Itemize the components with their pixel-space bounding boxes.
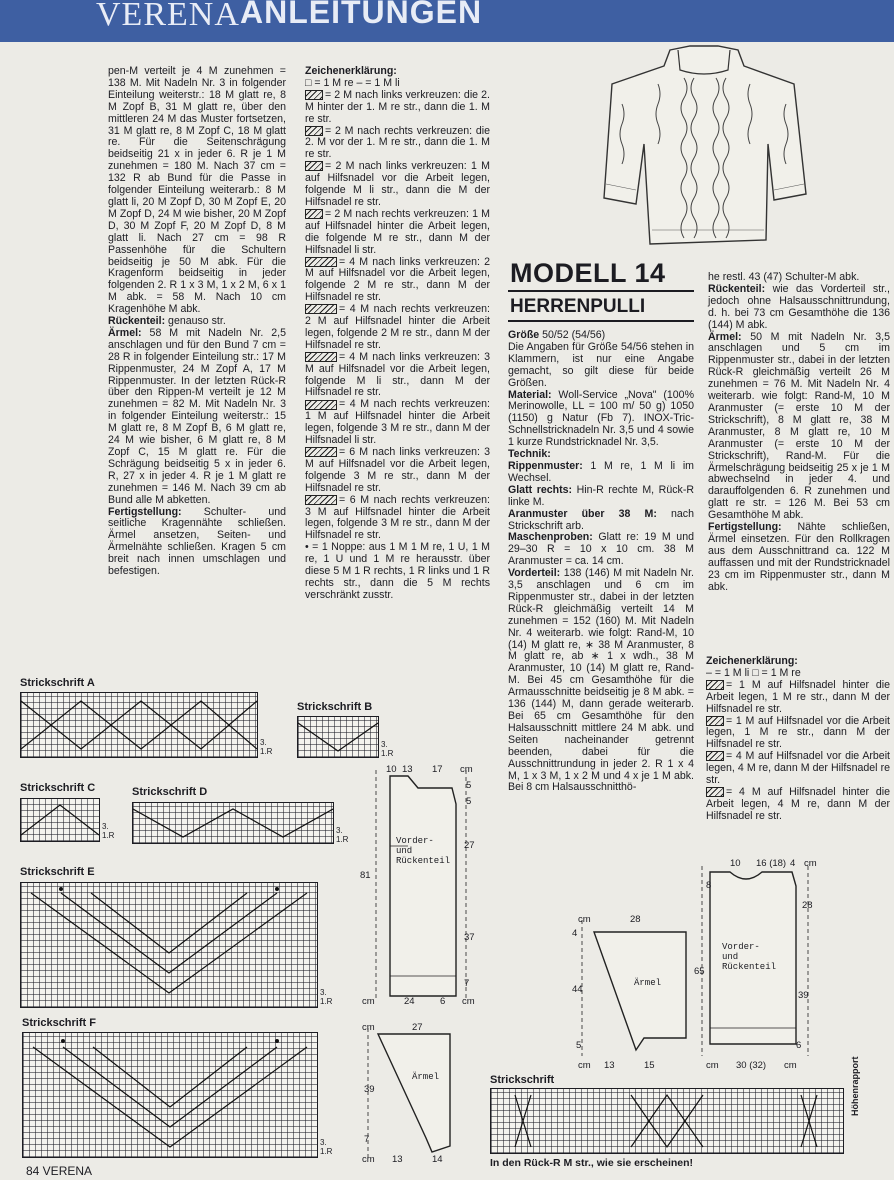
sk4-dim-5: 28 bbox=[802, 900, 813, 911]
col3-heading: Größe bbox=[508, 329, 543, 341]
chart-g-footer: In den Rück-R M str., wie sie erscheinen! bbox=[490, 1157, 694, 1169]
chart-e-row-label: 3. 1.R bbox=[320, 988, 333, 1006]
title-rule bbox=[508, 290, 694, 292]
col3-paragraph bbox=[508, 342, 694, 390]
legend2-entry bbox=[706, 751, 890, 787]
legend-entry-text: = 4 M nach links verkreuzen: 2 M auf Hilfsnadel vor die Arbeit legen, folgende 2 M re str., dann M der Hilfsnadel re str. bbox=[305, 255, 490, 304]
sk4-dim-0: 10 bbox=[730, 858, 741, 869]
sk3-dim-0: cm bbox=[578, 914, 591, 925]
stitch-symbol-icon bbox=[305, 304, 337, 314]
sk2-dim-0: cm bbox=[362, 1022, 375, 1033]
legend-entry-text: = 6 M nach rechts verkreuzen: 3 M auf Hilfsnadel hinter die Arbeit legen, folgende 3 M re str., dann M der Hilfsnadel re str. bbox=[305, 493, 490, 542]
sk1-dim-0: 10 bbox=[386, 764, 397, 775]
col3-paragraph bbox=[508, 390, 694, 450]
legend-entry-text: = 2 M nach rechts verkreuzen: die 2. M vor der 1. M re str., dann die 1. M re str. bbox=[305, 124, 490, 161]
sk1-dim-4: 5 bbox=[466, 780, 472, 791]
stitch-symbol-icon bbox=[305, 90, 323, 100]
col1-text: genauso str. bbox=[168, 315, 226, 328]
subtitle-rule bbox=[508, 320, 694, 322]
stitch-symbol-icon bbox=[305, 257, 337, 267]
col3-text: 138 (146) M mit Nadeln Nr. 3,5 anschlagen und 6 cm im Rippenmuster str., dabei in der letzten Rück-R gleichmäßig verteilt 14 M zunehmen = 152 (160) M. Mit Nadeln Nr. 4 weiterarb. wie folgt: Rand-M, 10 (14) M glatt re, ∗ 38 M Aranmuster, 8 M glatt re, ab ∗ 1 x wdh., 38 M Aranmuster, 10 (14) M glatt re, Rand-M. Bei 45 cm Gesamthöhe für die Armausschnitte beidseitig je 8 M abk. = 136 (144) M, dann gerade weiterarb. Bei 65 cm Gesamthöhe für den Halsausschnitt mittlere 24 M abk. und Seiten nacheinander getrennt beenden, dabei für die Ausschnittrundung in jeder 2. R 1 x 4 M, 1 x 3 M, 1 x 2 M und 4 x je 1 M abk. Bei 8 cm Halsausschnitthö- bbox=[508, 567, 694, 794]
brand-name: VERENA bbox=[96, 0, 240, 33]
col3-heading: Maschenproben: bbox=[508, 531, 599, 544]
legend2-entry bbox=[706, 787, 890, 823]
chart-c-row-label: 3. 1.R bbox=[102, 822, 115, 840]
sk3-dim-7: 15 bbox=[644, 1060, 655, 1071]
stitch-symbol-icon bbox=[706, 751, 724, 761]
chart-b bbox=[297, 716, 379, 758]
col4-text: Nähte schließen, Ärmel einsetzen. Für den Rollkragen aus dem Ausschnittrand ca. 122 M auffassen und mit der Rundstricknadel 23 cm im Rippenmuster str., dann M abk. bbox=[708, 521, 891, 593]
sk1-dim-5: 5 bbox=[466, 796, 472, 807]
sk1-dim-8: 37 bbox=[464, 932, 475, 943]
legend-entry bbox=[305, 542, 490, 602]
legend-entry-text: = 2 M nach links verkreuzen: 1 M auf Hilfsnadel vor die Arbeit legen, folgende M li str., dann die M der Hilfsnadel re str. bbox=[305, 160, 490, 208]
legend-entry bbox=[305, 352, 490, 400]
schematic-sleeve-1 bbox=[360, 1020, 466, 1162]
col3-paragraph bbox=[508, 568, 694, 794]
chart-d bbox=[132, 802, 334, 844]
stitch-symbol-icon bbox=[305, 352, 337, 362]
chart-d-row-label: 3. 1.R bbox=[336, 826, 349, 844]
stitch-symbol-icon bbox=[706, 716, 724, 726]
sk2-dim-6: 14 bbox=[432, 1154, 443, 1165]
chart-g bbox=[490, 1088, 844, 1154]
legend-column-2 bbox=[706, 656, 890, 823]
col4-paragraph bbox=[708, 284, 890, 332]
legend-entry bbox=[305, 161, 490, 209]
legend-entry bbox=[305, 447, 490, 495]
sk3-label: Ärmel bbox=[634, 978, 662, 988]
chart-e-label: Strickschrift E bbox=[20, 866, 95, 878]
stitch-symbol-icon bbox=[706, 680, 724, 690]
legend-entry-text: = 4 M nach rechts verkreuzen: 2 M auf Hilfsnadel hinter die Arbeit legen, folgende 2 M re str., dann M der Hilfsnadel re str. bbox=[305, 303, 490, 351]
sk2-dim-4: cm bbox=[362, 1154, 375, 1165]
col1-heading: Rückenteil: bbox=[108, 315, 169, 328]
stitch-symbol-icon bbox=[305, 126, 323, 136]
col3-text: Woll-Service „Nova" (100% Merinowolle, LL = 100 m/ 50 g) 1050 (1150) g Natur (Fb 7). INOX-Tric-Schnellstricknadeln Nr. 3,5 und 4 sowie 1 kurze Rundstricknadel Nr. 3,5. bbox=[508, 388, 694, 449]
sk4-dim-11: cm bbox=[784, 1060, 797, 1071]
sk2-label: Ärmel bbox=[412, 1072, 440, 1082]
sk1-dim-1: 13 bbox=[402, 764, 413, 775]
col1-text: 58 M mit Nadeln Nr. 2,5 anschlagen und für den Bund 7 cm = 28 R in folgender Einteilung str.: 17 M Rippenmuster, 24 M Zopf A, 17 M Rippenmuster. In der letzten Rück-R über den Rippen-M verteilt je 12 M zunehmen = 82 M. Mit Nadeln Nr. 3 in folgender Einteilung weiterstr.: 15 M glatt re, 8 M Zopf B, 6 M glatt re, 24 M wie bisher, 6 M glatt re, 8 M Zopf C, 15 M glatt re. Für die Schrägung beidseitig 5 x in jeder 6. R, 27 x in jeder 4. R je 1 M glatt re zunehmen = 146 M. Nach 39 cm ab Bund alle M abketten. bbox=[108, 326, 287, 506]
col4-paragraph bbox=[708, 522, 890, 593]
col1-paragraph bbox=[108, 66, 286, 316]
col1-text: Schulter- und seitliche Kragennähte schließen. Ärmel ansetzen, Seiten- und Ärmelnähte schließen. Kragen 5 cm breit nach innen umschlagen und befestigen. bbox=[108, 505, 286, 578]
col3-heading: Aranmuster über 38 M: bbox=[508, 507, 672, 520]
col1-paragraph bbox=[108, 507, 286, 578]
col3-text: 50/52 (54/56) bbox=[542, 329, 606, 341]
sk1-dim-13: cm bbox=[462, 996, 475, 1007]
model-title: MODELL 14 bbox=[510, 258, 666, 288]
model-subtitle: HERRENPULLI bbox=[510, 296, 646, 317]
sweater-illustration bbox=[598, 44, 810, 254]
sk2-dim-2: 39 bbox=[364, 1084, 375, 1095]
sk4-dim-1: 16 (18) bbox=[756, 858, 787, 869]
col1-heading: Fertigstellung: bbox=[108, 505, 204, 518]
sk3-dim-3: 44 bbox=[572, 984, 583, 995]
sk1-dim-2: 17 bbox=[432, 764, 443, 775]
stitch-symbol-icon bbox=[305, 209, 323, 219]
stitch-symbol-icon bbox=[305, 400, 337, 410]
legend2-entry bbox=[706, 716, 890, 752]
col4-text: wie das Vorderteil str., jedoch ohne Halsausschnittrundung, d. h. bei 73 cm Gesamthöhe die 136 (144) M abk. bbox=[708, 282, 890, 331]
sk3-dim-6: 13 bbox=[604, 1060, 615, 1071]
chart-e bbox=[20, 882, 318, 1008]
sk1-dim-10: cm bbox=[362, 996, 375, 1007]
col4-heading: Rückenteil: bbox=[708, 282, 773, 295]
sk2-dim-5: 13 bbox=[392, 1154, 403, 1165]
sk3-dim-2: 4 bbox=[572, 928, 578, 939]
sk1-dim-6: 27 bbox=[464, 840, 475, 851]
col3-paragraph bbox=[508, 509, 694, 533]
sk4-dim-7: 39 bbox=[798, 990, 809, 1001]
chart-c-label: Strickschrift C bbox=[20, 782, 96, 794]
sk1-dim-7: 81 bbox=[360, 870, 371, 881]
legend2-entry-text: – = 1 M li □ = 1 M re bbox=[706, 666, 801, 679]
sk4-dim-8: 6 bbox=[796, 1040, 802, 1051]
text-column-4 bbox=[708, 272, 890, 593]
chart-a-row-label: 3. 1.R bbox=[260, 738, 273, 756]
col4-paragraph bbox=[708, 332, 890, 523]
hoehenrapport-label: Höhenrapport bbox=[850, 1056, 860, 1116]
stitch-symbol-icon bbox=[305, 447, 337, 457]
col1-paragraph bbox=[108, 328, 286, 507]
legend-column bbox=[305, 66, 490, 602]
stitch-symbol-icon bbox=[706, 787, 724, 797]
sk2-dim-3: 7 bbox=[364, 1134, 370, 1145]
chart-g-label: Strickschrift bbox=[490, 1074, 555, 1086]
legend2-entry-text: = 1 M auf Hilfsnadel hinter die Arbeit legen, 1 M re str., dann M der Hilfsnadel re str. bbox=[706, 678, 890, 715]
legend2-entry-text: = 4 M auf Hilfsnadel vor die Arbeit legen, 4 M re, dann M der Hilfsnadel re str. bbox=[706, 750, 890, 787]
col3-text: nach Strickschrift arb. bbox=[508, 507, 694, 532]
col3-heading: Glatt rechts: bbox=[508, 483, 577, 496]
sk3-dim-1: 28 bbox=[630, 914, 641, 925]
sk1-label: Vorder- und Rückenteil bbox=[396, 836, 451, 866]
section-title: ANLEITUNGEN bbox=[240, 0, 483, 30]
sk4-dim-4: 8 bbox=[706, 880, 712, 891]
chart-b-label: Strickschrift B bbox=[297, 701, 373, 713]
page-footer: 84 VERENA bbox=[26, 1164, 93, 1178]
sk3-dim-4: 5 bbox=[576, 1040, 582, 1051]
col3-heading: Vorderteil: bbox=[508, 567, 564, 580]
text-column-1 bbox=[108, 66, 286, 578]
sk4-dim-10: 30 (32) bbox=[736, 1060, 767, 1071]
sk1-dim-11: 24 bbox=[404, 996, 415, 1007]
col3-text: Hin-R rechte M, Rück-R linke M. bbox=[508, 483, 695, 508]
sk1-dim-12: 6 bbox=[440, 996, 446, 1007]
chart-f-label: Strickschrift F bbox=[22, 1017, 96, 1029]
legend-entry bbox=[305, 90, 490, 126]
col1-heading: Ärmel: bbox=[108, 326, 150, 339]
legend-entry-text: = 2 M nach rechts verkreuzen: 1 M auf Hilfsnadel hinter die Arbeit legen, die folgende M re str., dann M der Hilfsnadel li str. bbox=[305, 207, 490, 256]
legend-entry bbox=[305, 304, 490, 352]
col3-heading: Technik: bbox=[508, 448, 551, 461]
legend-entry bbox=[305, 126, 490, 162]
col4-heading: Ärmel: bbox=[708, 330, 751, 343]
sk4-label: Vorder- und Rückenteil bbox=[722, 942, 777, 972]
chart-f bbox=[22, 1032, 318, 1158]
col1-text: pen-M verteilt je 4 M zunehmen = 138 M. Mit Nadeln Nr. 3 in folgender Einteilung weiterstr.: 18 M glatt re, 8 M Zopf B, 31 M glatt re, über den mittleren 24 M das Muster fortsetzen, 31 M glatt re, 8 M Zopf C, 18 M glatt re. Für die Seitenschrägung beidseitig 21 x in jeder 6. R je 1 M zunehmen = 180 M. Nach 37 cm = 132 R ab Bund für die Passe in folgender Einteilung weiterarb.: 8 M glatt li, 20 M Zopf D, 30 M Zopf E, 20 M Zopf D, 24 M wie bisher, 20 M Zopf D, 30 M Zopf F, 20 M Zopf D, 8 M glatt li. Nach 27 cm = 98 R Passenhöhe für die Schultern beidseitig je 50 M abk. Für die Kragenform beidseitig in jeder folgenden 2. R 1 x 3 M, 1 x 2 M, 6 x 1 M abk. = 58 M. Nach 10 cm Kragenhöhe M abk. bbox=[108, 65, 286, 316]
sk2-dim-1: 27 bbox=[412, 1022, 423, 1033]
legend-entry-text: = 4 M nach rechts verkreuzen: 1 M auf Hilfsnadel hinter die Arbeit legen, folgende 3 M re str., dann M der Hilfsnadel li str. bbox=[305, 398, 490, 447]
col4-heading: Fertigstellung: bbox=[708, 521, 798, 534]
schematic-front-back-1 bbox=[356, 760, 478, 1010]
chart-b-row-label: 3. 1.R bbox=[381, 740, 394, 758]
stitch-symbol-icon bbox=[305, 161, 323, 171]
sk4-dim-3: cm bbox=[804, 858, 817, 869]
sk3-dim-5: cm bbox=[578, 1060, 591, 1071]
chart-d-label: Strickschrift D bbox=[132, 786, 208, 798]
col4-text: he restl. 43 (47) Schulter-M abk. bbox=[708, 271, 860, 283]
chart-f-row-label: 3. 1.R bbox=[320, 1138, 333, 1156]
legend-entry bbox=[305, 399, 490, 447]
col4-text: 50 M mit Nadeln Nr. 3,5 anschlagen und 5 cm im Rippenmuster str., dabei in der letzten Rück-R gleichmäßig verteilt 26 M zunehmen = 76 M. Mit Nadeln Nr. 4 weiterarb. wie folgt: Rand-M, 10 M Aranmuster (= erste 10 M der Strickschrift), 8 M glatt re, 38 M Aranmuster, 8 M glatt re, 10 M Aranmuster (= erste 10 M der Strickschrift), Rand-M. Für die Ärmelschrägung beidseitig 25 x je 1 M abwechselnd in jeder 4. und darauffolgenden 6. R zunehmen und glatt re str. = 126 M. Bei 53 cm Gesamthöhe M abk. bbox=[708, 330, 890, 522]
page-header bbox=[0, 0, 894, 42]
col3-text: Die Angaben für Größe 54/56 stehen in Klammern, ist nur eine Angabe gemacht, so gilt diese für beide Größen. bbox=[508, 340, 694, 389]
legend-entry-text: = 4 M nach links verkreuzen: 3 M auf Hilfsnadel vor die Arbeit legen, folgende M li str., dann M der Hilfsnadel re str. bbox=[305, 350, 490, 399]
sk4-dim-9: cm bbox=[706, 1060, 719, 1071]
legend-heading: Zeichenerklärung: bbox=[305, 65, 397, 77]
legend2-entry-text: = 1 M auf Hilfsnadel vor die Arbeit legen, 1 M re str., dann M der Hilfsnadel re str. bbox=[706, 714, 890, 751]
col3-text: 1 M re, 1 M li im Wechsel. bbox=[508, 459, 694, 484]
legend-entry bbox=[305, 495, 490, 543]
legend-entry-text: • = 1 Noppe: aus 1 M 1 M re, 1 U, 1 M re, 1 U und 1 M re herausstr. über diese 5 M 1 R rechts, 1 R links und 1 R rechts str., dann die 5 M rechts verschränkt zusstr. bbox=[305, 541, 490, 601]
legend-heading-2: Zeichenerklärung: bbox=[706, 655, 798, 667]
legend-entry bbox=[305, 257, 490, 305]
sk1-dim-3: cm bbox=[460, 764, 473, 775]
sk1-dim-9: 7 bbox=[464, 978, 470, 989]
sk4-dim-6: 65 bbox=[694, 966, 705, 977]
chart-a bbox=[20, 692, 258, 758]
col3-text: Glatt re: 19 M und 29–30 R = 10 x 10 cm. 38 M Aranmuster = ca. 14 cm. bbox=[508, 531, 694, 568]
legend2-entry bbox=[706, 680, 890, 716]
sk4-dim-2: 4 bbox=[790, 858, 796, 869]
legend-entry-text: = 6 M nach links verkreuzen: 3 M auf Hilfsnadel vor die Arbeit legen, folgende 3 M re str., dann M der Hilfsnadel re str. bbox=[305, 446, 490, 494]
legend-entry bbox=[305, 209, 490, 257]
chart-c bbox=[20, 798, 100, 842]
col3-paragraph bbox=[508, 532, 694, 568]
col3-heading: Material: bbox=[508, 388, 559, 401]
legend-entry-text: □ = 1 M re – = 1 M li bbox=[305, 76, 400, 89]
text-column-3 bbox=[508, 330, 694, 794]
legend-entry-text: = 2 M nach links verkreuzen: die 2. M hinter der 1. M re str., dann die 1. M re str. bbox=[305, 88, 490, 125]
col3-paragraph bbox=[508, 461, 694, 485]
chart-a-label: Strickschrift A bbox=[20, 677, 95, 689]
col3-heading: Rippenmuster: bbox=[508, 459, 591, 472]
legend2-entry-text: = 4 M auf Hilfsnadel hinter die Arbeit legen, 4 M re, dann M der Hilfsnadel re str. bbox=[706, 785, 890, 822]
stitch-symbol-icon bbox=[305, 495, 337, 505]
col3-paragraph bbox=[508, 485, 694, 509]
